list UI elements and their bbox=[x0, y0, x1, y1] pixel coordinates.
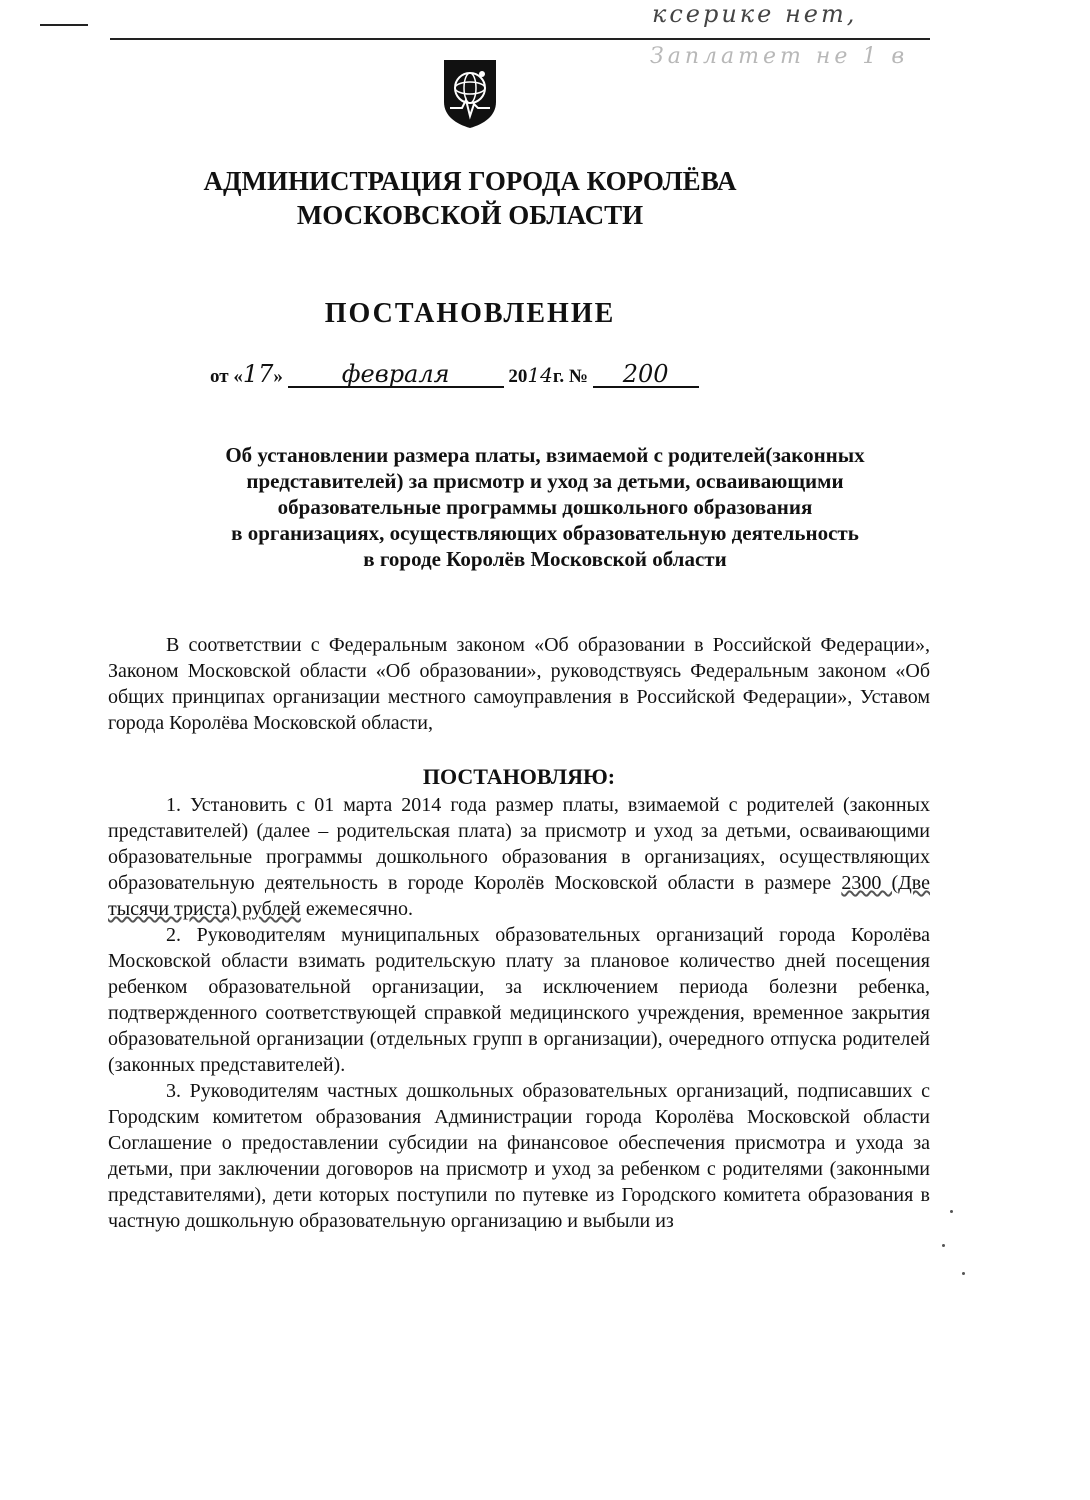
fee-amount: 2300 (Две тысячи триста) рублей bbox=[108, 872, 930, 920]
scan-artifact-line bbox=[40, 24, 88, 26]
subject-line: образовательные программы дошкольного образования bbox=[277, 495, 813, 519]
date-month: февраля bbox=[288, 362, 504, 388]
handwritten-note-faint: Заплатет не 1 в bbox=[650, 44, 909, 69]
date-year-prefix: 20 bbox=[508, 366, 528, 387]
document-type-title: ПОСТАНОВЛЕНИЕ bbox=[324, 298, 616, 329]
subject-line: в городе Королёв Московской области bbox=[363, 547, 727, 571]
item-1-text: 1. Установить с 01 марта 2014 года размер платы, взимаемой с родителей (законных представителей) (далее – родительская плата) за присмотр и уход за детьми, осваивающими образовательные программы дошкольного образования в организациях, осуществляющих образовательную деятельность в городе Королёв Московской области в размере bbox=[108, 794, 930, 894]
date-year-label: г. № bbox=[552, 366, 588, 387]
decree-item-1 bbox=[108, 792, 930, 922]
decree-heading: ПОСТАНОВЛЯЮ: bbox=[422, 764, 616, 789]
region-title: МОСКОВСКОЙ ОБЛАСТИ bbox=[296, 200, 644, 230]
subject-line: представителей) за присмотр и уход за детьми, осваивающими bbox=[246, 469, 844, 493]
item-1-tail: ежемесячно. bbox=[300, 898, 413, 920]
date-day: 17 bbox=[242, 360, 274, 388]
administration-title: АДМИНИСТРАЦИЯ ГОРОДА КОРОЛЁВА bbox=[203, 166, 737, 196]
scan-artifact-line bbox=[110, 38, 930, 40]
decree-item-3: 3. Руководителям частных дошкольных образовательных организаций, подписавших с Городским комитетом образования Администрации города Королёва Московской области Соглашение о предоставлении субсидии на финансовое обеспечения присмотра и ухода за детьми, при заключении договоров на присмотр и уход за ребенком с родителями (законными представителями), дети которых поступили по путевке из Городского комитета образования в частную дошкольную образовательную организацию и выбыли из bbox=[108, 1080, 930, 1232]
scan-speck bbox=[950, 1210, 953, 1213]
date-day-close: » bbox=[273, 366, 283, 387]
preamble-paragraph: В соответствии с Федеральным законом «Об образовании в Российской Федерации», Законом Московской области «Об образовании», руководствуясь Федеральным законом «Об общих принципах организации местного самоуправления в Российской Федерации», Уставом города Королёва Московской области, bbox=[108, 634, 930, 734]
subject-line: Об установлении размера платы, взимаемой с родителей(законных bbox=[225, 443, 865, 467]
date-number-line bbox=[210, 362, 699, 388]
date-prefix: от « bbox=[210, 366, 243, 387]
handwritten-note: ксерике нет, bbox=[652, 0, 858, 28]
decree-item-2: 2. Руководителям муниципальных образовательных организаций города Королёва Московской области взимать родительскую плату за плановое количество дней посещения ребенком образовательной организации, за исключением периода болезни ребенка, подтвержденного соответствующей справкой медицинского учреждения, временное закрытия образовательной организации (отдельных групп в организации), очередного отпуска родителей (законных представителей). bbox=[108, 924, 930, 1076]
document-number: 200 bbox=[593, 362, 699, 388]
date-year-suffix: 14 bbox=[527, 363, 553, 387]
scan-speck bbox=[942, 1244, 945, 1247]
decree-items bbox=[108, 792, 930, 1234]
preamble-block bbox=[108, 632, 930, 736]
scan-speck bbox=[962, 1272, 965, 1275]
document-subject bbox=[150, 442, 940, 572]
city-emblem-icon bbox=[440, 58, 500, 130]
subject-line: в организациях, осуществляющих образовательную деятельность bbox=[231, 521, 859, 545]
